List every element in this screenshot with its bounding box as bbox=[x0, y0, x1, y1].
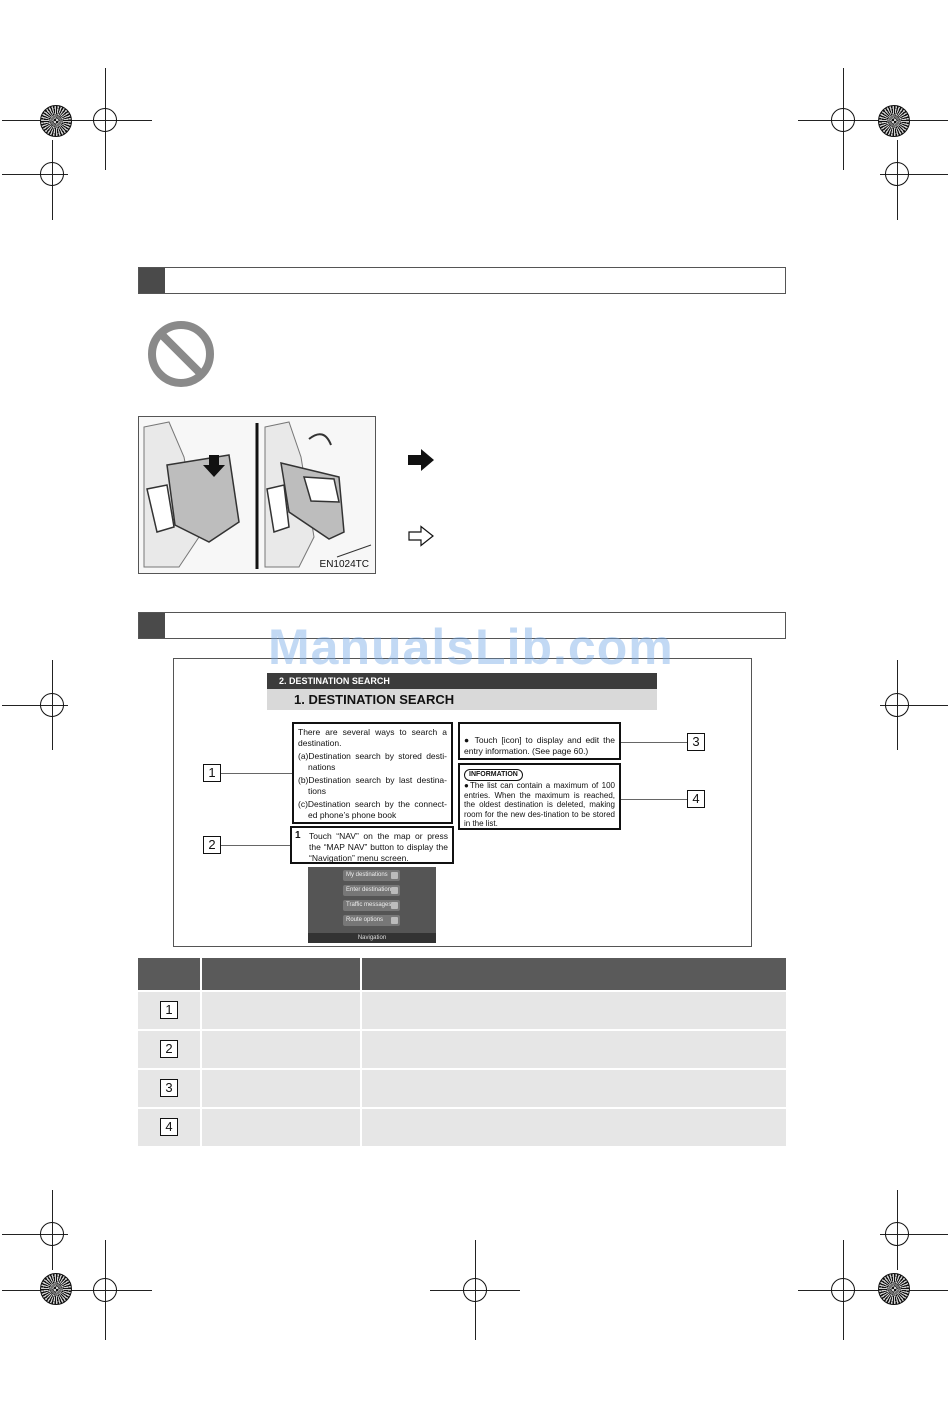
crop-line bbox=[2, 1290, 152, 1291]
label-3: 3 bbox=[687, 733, 705, 751]
section-header-tab bbox=[139, 613, 165, 638]
table-header-cell bbox=[138, 958, 201, 991]
table-header-row bbox=[138, 958, 786, 991]
table-row bbox=[138, 1030, 786, 1069]
registration-mark-icon bbox=[885, 693, 909, 717]
legend-table bbox=[138, 958, 786, 1146]
information-badge: INFORMATION bbox=[464, 769, 523, 781]
illustration-code: EN1024TC bbox=[319, 559, 369, 570]
console-drawing bbox=[139, 417, 376, 574]
watermark: ManualsLib.com bbox=[268, 619, 674, 675]
nav-menu-item: Enter destination bbox=[343, 885, 400, 896]
crop-line bbox=[798, 1290, 948, 1291]
row-number: 1 bbox=[160, 1001, 178, 1019]
breadcrumb: 2. DESTINATION SEARCH bbox=[267, 673, 657, 689]
row-number: 2 bbox=[160, 1040, 178, 1058]
information-text: ●The list can contain a maximum of 100 entries. When the maximum is reached, the oldest destination is deleted, making room for the new des-tination to be stored in the list. bbox=[464, 781, 615, 828]
callout-item: (c)Destination search by the connect-ed phone’s phone book bbox=[298, 799, 447, 820]
outline-arrow-icon bbox=[408, 525, 435, 547]
section-header bbox=[138, 267, 786, 294]
registration-mark-icon bbox=[40, 693, 64, 717]
crop-line bbox=[798, 120, 948, 121]
registration-mark-icon bbox=[885, 1222, 909, 1246]
callout-destination-ways bbox=[292, 722, 453, 824]
label-1: 1 bbox=[203, 764, 221, 782]
registration-mark-icon bbox=[40, 1222, 64, 1246]
page-heading: 1. DESTINATION SEARCH bbox=[267, 689, 657, 710]
leader-line bbox=[221, 773, 292, 774]
table-row bbox=[138, 991, 786, 1030]
crop-line bbox=[2, 120, 152, 121]
callout-information bbox=[458, 763, 621, 830]
nav-footer: Navigation bbox=[308, 933, 436, 943]
color-wheel-icon bbox=[878, 105, 910, 137]
console-illustration bbox=[138, 416, 376, 574]
color-wheel-icon bbox=[878, 1273, 910, 1305]
color-wheel-icon bbox=[40, 1273, 72, 1305]
registration-mark-icon bbox=[40, 162, 64, 186]
label-4: 4 bbox=[687, 790, 705, 808]
registration-mark-icon bbox=[93, 108, 117, 132]
navigation-menu-screenshot bbox=[308, 867, 436, 943]
callout-intro: There are several ways to search a destination. bbox=[298, 727, 447, 748]
nav-menu-item: Route options bbox=[343, 915, 400, 926]
leader-line bbox=[221, 845, 290, 846]
row-number: 4 bbox=[160, 1118, 178, 1136]
edit-entry-text: ● Touch [icon] to display and edit the entry information. (See page 60.) bbox=[464, 735, 615, 756]
prohibition-icon bbox=[146, 319, 216, 389]
label-2: 2 bbox=[203, 836, 221, 854]
solid-arrow-icon bbox=[408, 449, 435, 471]
nav-menu-item: Traffic messages bbox=[343, 900, 400, 911]
color-wheel-icon bbox=[40, 105, 72, 137]
registration-mark-icon bbox=[93, 1278, 117, 1302]
callout-edit-entry bbox=[458, 722, 621, 760]
registration-mark-icon bbox=[463, 1278, 487, 1302]
registration-mark-icon bbox=[831, 108, 855, 132]
callout-step bbox=[290, 826, 454, 864]
leader-line bbox=[621, 799, 687, 800]
registration-mark-icon bbox=[885, 162, 909, 186]
step-number: 1 bbox=[295, 830, 301, 841]
registration-mark-icon bbox=[831, 1278, 855, 1302]
table-header-cell bbox=[361, 958, 786, 991]
table-row bbox=[138, 1069, 786, 1108]
callout-item: (b)Destination search by last destina-tions bbox=[298, 775, 447, 796]
callout-item: (a)Destination search by stored desti-nations bbox=[298, 751, 447, 772]
nav-menu-item: My destinations bbox=[343, 870, 400, 881]
step-text: Touch “NAV” on the map or press the “MAP NAV” button to display the “Navigation” menu screen. bbox=[309, 831, 448, 863]
section-header-tab bbox=[139, 268, 165, 293]
leader-line bbox=[621, 742, 687, 743]
table-header-cell bbox=[201, 958, 361, 991]
table-row bbox=[138, 1108, 786, 1146]
row-number: 3 bbox=[160, 1079, 178, 1097]
